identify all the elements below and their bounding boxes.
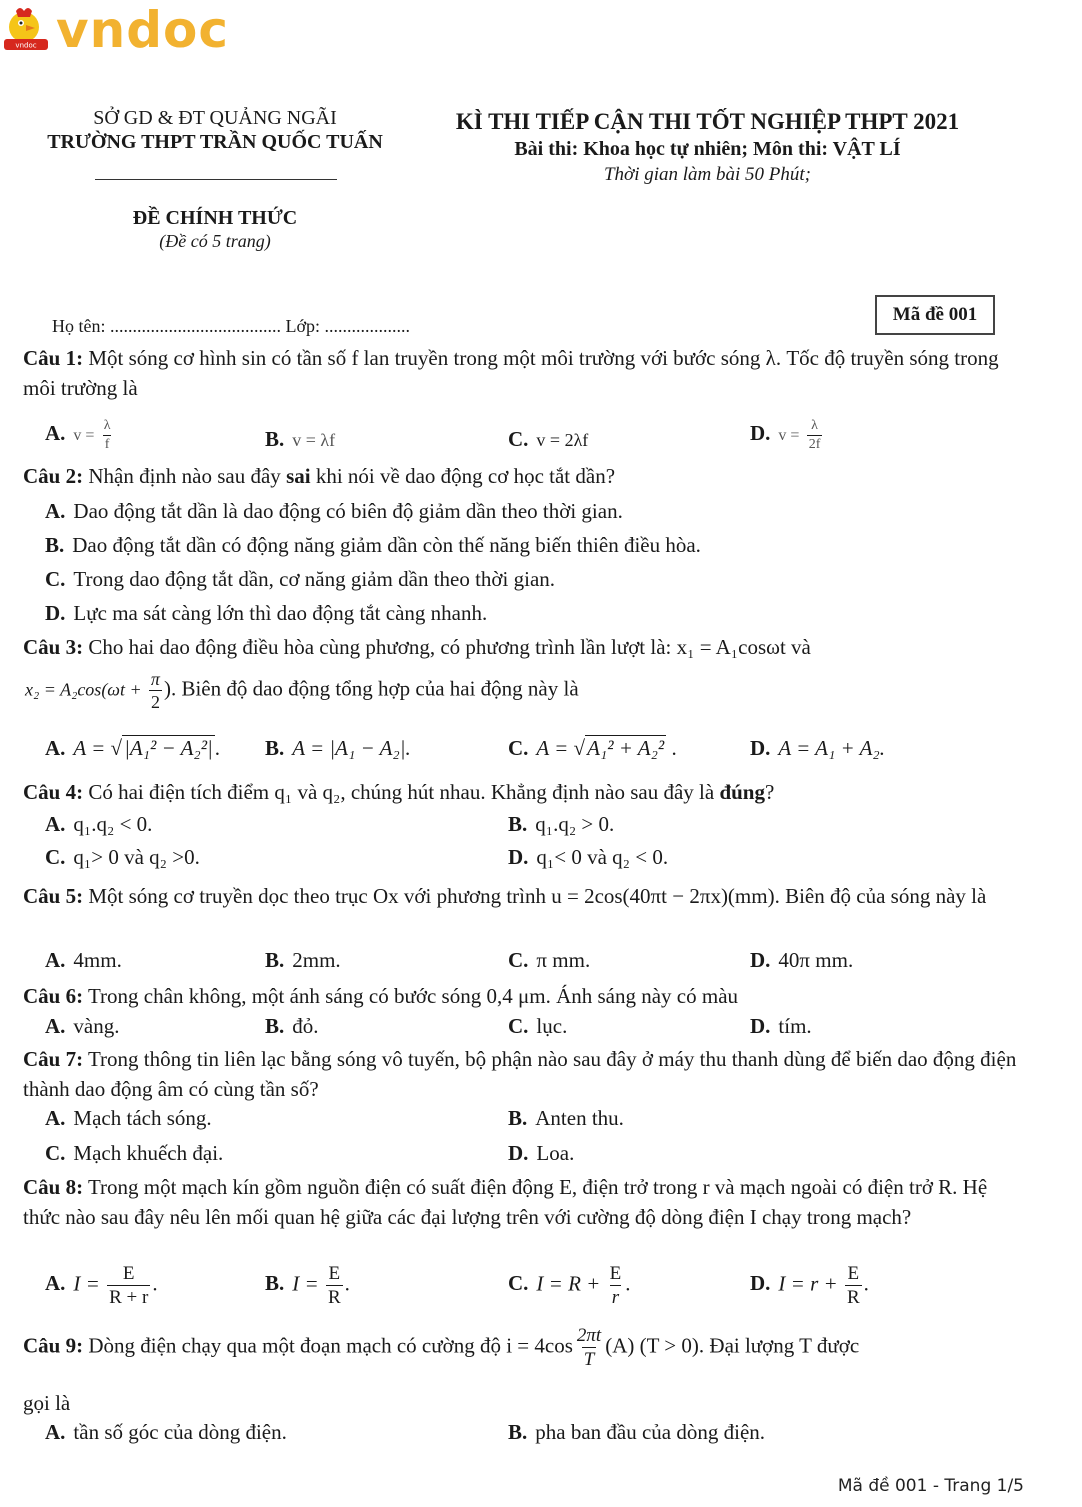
question-7 [23,1044,1028,1104]
option-a[interactable]: A. A = √|A₁² − A₂²|. [45,736,221,760]
option-d[interactable]: D. I = r + $\frac{E}{R}$ . [750,1263,869,1308]
question-3-line2 [25,670,579,711]
question-1 [23,343,1028,403]
option-lhs: I = r + [778,1271,838,1296]
option-label: D. [750,948,771,972]
official-exam-block [30,206,400,252]
option-d[interactable] [750,418,824,452]
question-9-line2: gọi là [23,1391,71,1415]
option-c[interactable] [508,424,588,455]
question-text: ? [765,780,775,804]
option-label: D. [508,845,529,869]
option-c[interactable] [45,564,555,594]
frac-num: λ [811,417,818,433]
option-lhs: v = [73,427,95,444]
question-5 [23,879,1028,913]
option-text: 2mm. [292,948,341,972]
frac-num: E [847,1263,860,1284]
frac-den: r [611,1287,620,1308]
option-label: A. [45,812,66,836]
option-c[interactable] [508,1011,567,1041]
option-label: B. [508,812,528,836]
option-text: tần số góc của dòng điện. [73,1420,287,1444]
option-text: Lực ma sát càng lớn thì dao động tắt càng nhanh. [73,601,488,625]
option-label: D. [750,421,771,445]
option-b[interactable] [508,1417,765,1447]
question-number: Câu 9: [23,1333,84,1358]
frac-num: E [328,1263,341,1284]
question-text: Trong chân không, một ánh sáng có bước sóng 0,4 μm. Ánh sáng này có màu [87,984,739,1008]
question-text: ). Biên độ dao động tổng hợp của hai động này là [163,676,579,701]
option-label: C. [508,1014,529,1038]
option-b[interactable] [265,424,335,455]
question-9 [23,1326,859,1369]
formula-lhs: x₂ = A₂cos(ωt + [25,679,142,700]
question-number: Câu 4: [23,780,84,804]
option-a[interactable] [45,1417,287,1447]
question-text: Một sóng cơ hình sin có tần số f lan truyền trong một môi trường với bước sóng λ. Tốc độ truyền sóng trong môi trường là [23,346,999,400]
option-d[interactable] [508,842,668,872]
option-label: B. [45,533,65,557]
option-c[interactable]: C. I = R + $\frac{E}{r}$ . [508,1263,631,1308]
frac-num: λ [103,417,111,433]
option-label: C. [45,1141,66,1165]
frac-den: R [327,1287,341,1308]
frac-num: E [122,1263,135,1284]
frac-den: 2f [808,436,821,452]
header-divider [95,179,337,180]
frac-den: R [846,1287,860,1308]
name-label: Họ tên: [52,316,106,336]
option-text: Mạch tách sóng. [73,1106,212,1130]
option-c[interactable] [45,1138,223,1168]
option-c[interactable]: C. A = √A₁² + A₂² . [508,736,677,760]
school-name: TRƯỜNG THPT TRẦN QUỐC TUẤN [47,131,383,153]
question-emphasis: sai [286,464,311,488]
option-text: Dao động tắt dần là dao động có biên độ giảm dần theo thời gian. [73,499,623,523]
question-emphasis: đúng [719,780,765,804]
option-c[interactable] [45,842,200,872]
pages-note: (Đề có 5 trang) [159,231,271,251]
name-field[interactable]: ...................................... [110,316,281,336]
sqrt-radicand: A₁² + A₂² [587,736,665,760]
sqrt-radicand: |A₁² − A₂²| [124,736,213,760]
question-4 [23,777,1028,807]
question-text: Có hai điện tích điểm q₁ và q₂, chúng hút nhau. Khẳng định nào sau đây là [88,780,715,804]
header-right [430,108,985,188]
option-label: A. [45,421,66,445]
option-label: C. [508,948,529,972]
option-label: A. [45,1420,66,1444]
option-lhs: I = R + [536,1271,601,1296]
option-d[interactable] [750,733,885,763]
question-text: Trong một mạch kín gồm nguồn điện có suất điện động E, điện trở trong r và mạch ngoài có điện trở R. Hệ thức nào sau đây nêu lên mối quan hệ giữa các đại lượng trên với cường độ dòng điện I chạy trong mạch? [23,1175,988,1229]
student-info [52,316,410,337]
option-text: Mạch khuếch đại. [73,1141,224,1165]
exam-subject: Bài thi: Khoa học tự nhiên; Môn thi: VẬT LÍ [514,138,901,160]
question-8 [23,1172,1028,1232]
question-text: Nhận định nào sau đây [88,464,281,488]
option-b[interactable] [265,733,411,763]
question-text: Trong thông tin liên lạc bằng sóng vô tuyến, bộ phận nào sau đây ở máy thu thanh dùng để biến dao động điện thành dao động âm có cùng tần số? [23,1047,1017,1101]
option-label: C. [508,1271,529,1296]
option-d[interactable] [45,598,487,628]
logo-badge-text: vndoc [15,41,37,50]
option-text: lục. [536,1014,568,1038]
option-d[interactable] [508,1138,574,1168]
option-d[interactable] [750,1011,812,1041]
option-lhs: v = [778,427,800,444]
option-text: q₁.q₂ > 0. [535,812,615,836]
option-label: A. [45,1106,66,1130]
option-a[interactable]: A. I = $\frac{E}{R + r}$ . [45,1263,158,1308]
option-text: Dao động tắt dần có động năng giảm dần còn thế năng biến thiên điều hòa. [72,533,701,557]
vndoc-logo[interactable] [2,2,229,58]
question-text: Dòng điện chạy qua một đoạn mạch có cường độ i = 4cos [88,1333,573,1358]
question-text: khi nói về dao động cơ học tắt dần? [315,464,616,488]
exam-time: Thời gian làm bài 50 Phút; [603,164,811,185]
option-label: B. [265,427,285,451]
page-footer: Mã đề 001 - Trang 1/5 [837,1476,1024,1496]
option-text: A = |A₁ − A₂|. [292,736,411,760]
option-text: đỏ. [292,1014,319,1038]
option-b[interactable] [265,1011,319,1041]
logo-text: vndoc [56,1,229,59]
question-3 [23,632,1028,662]
question-number: Câu 3: [23,635,84,659]
option-lhs: A = [536,736,569,760]
question-text: Cho hai dao động điều hòa cùng phương, có phương trình lần lượt là: x₁ = A₁cosωt và [88,635,811,659]
option-label: D. [508,1141,529,1165]
option-label: D. [45,601,66,625]
option-label: B. [508,1420,528,1444]
question-text: Một sóng cơ truyền dọc theo trục Ox với phương trình u = 2cos(40πt − 2πx)(mm). Biên độ của sóng này là [88,884,987,908]
option-text: A = A₁ + A₂. [778,736,885,760]
option-lhs: A = [73,736,106,760]
frac-num: E [609,1263,622,1284]
question-6 [23,981,1028,1011]
option-text: 40π mm. [778,948,854,972]
option-a[interactable] [45,418,115,452]
option-text: v = 2λf [536,430,589,450]
option-c[interactable] [508,945,590,975]
class-field[interactable]: ................... [324,316,411,336]
option-b[interactable]: B. I = $\frac{E}{R}$ . [265,1263,350,1308]
option-lhs: I = [73,1271,100,1296]
question-number: Câu 5: [23,884,84,908]
frac-den: R + r [109,1287,149,1308]
option-text: 4mm. [73,948,122,972]
question-number: Câu 7: [23,1047,84,1071]
option-b[interactable] [45,530,701,560]
option-label: D. [750,1271,771,1296]
option-label: B. [508,1106,528,1130]
option-text: tím. [778,1014,812,1038]
header-left [30,106,400,154]
option-a[interactable] [45,1011,120,1041]
option-label: B. [265,948,285,972]
question-2 [23,461,1028,491]
option-a[interactable] [45,1103,212,1133]
option-label: C. [45,845,66,869]
option-text: q₁.q₂ < 0. [73,812,153,836]
option-label: A. [45,499,66,523]
option-label: D. [750,1014,771,1038]
option-text: π mm. [536,948,591,972]
option-label: C. [508,736,529,760]
official-label: ĐỀ CHÍNH THỨC [132,207,298,229]
option-text: Anten thu. [535,1106,624,1130]
frac-den: T [583,1349,595,1370]
option-b[interactable] [508,809,614,839]
class-label: Lớp: [285,316,321,336]
option-label: D. [750,736,771,760]
option-text: q₁< 0 và q₂ < 0. [536,845,669,869]
question-number: Câu 2: [23,464,84,488]
question-number: Câu 8: [23,1175,84,1199]
option-b[interactable] [265,945,341,975]
option-label: C. [45,567,66,591]
option-b[interactable] [508,1103,624,1133]
option-a[interactable] [45,945,122,975]
question-number: Câu 6: [23,984,84,1008]
option-text: vàng. [73,1014,120,1038]
question-number: Câu 1: [23,346,84,370]
option-label: B. [265,1271,285,1296]
option-text: v = λf [292,430,336,450]
department-name: SỞ GD & ĐT QUẢNG NGÃI [93,107,337,129]
frac-den: 2 [150,692,160,712]
option-label: C. [508,427,529,451]
option-label: B. [265,1014,285,1038]
option-text: q₁> 0 và q₂ >0. [73,845,200,869]
option-lhs: I = [292,1271,319,1296]
chicken-mascot-icon [2,5,52,55]
option-label: A. [45,736,66,760]
option-text: pha ban đầu của dòng điện. [535,1420,766,1444]
frac-num: π [150,669,160,689]
option-a[interactable] [45,496,623,526]
frac-num: 2πt [576,1325,602,1346]
option-label: A. [45,1014,66,1038]
option-text: Trong dao động tắt dần, cơ năng giảm dần theo thời gian. [73,567,556,591]
frac-den: f [104,436,110,452]
option-a[interactable] [45,809,152,839]
option-text: Loa. [536,1141,575,1165]
question-text: (A) (T > 0). Đại lượng T được [605,1333,860,1358]
option-label: A. [45,948,66,972]
exam-title: KÌ THI TIẾP CẬN THI TỐT NGHIỆP THPT 2021 [455,109,960,134]
exam-code-box: Mã đề 001 [875,295,995,335]
option-label: B. [265,736,285,760]
option-label: A. [45,1271,66,1296]
option-d[interactable] [750,945,853,975]
